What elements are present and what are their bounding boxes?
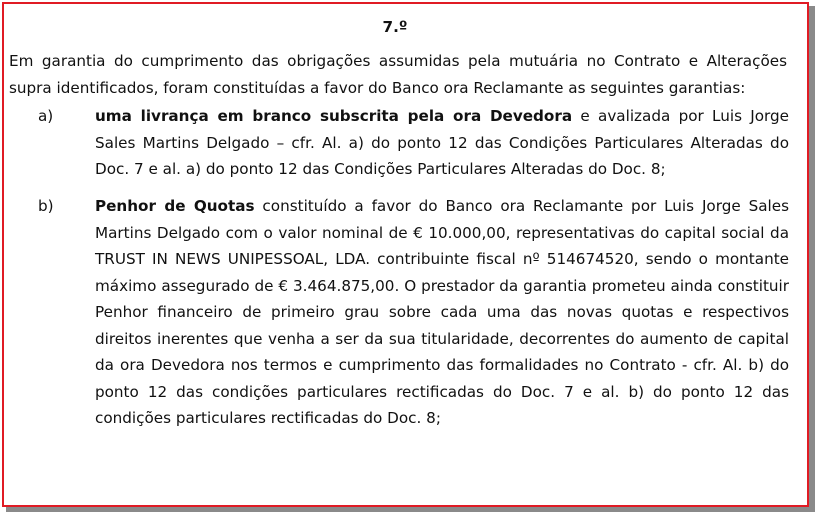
list-item-bold-text: uma livrança em branco subscrita pela ora Devedora xyxy=(95,107,573,125)
list-item-letter: a) xyxy=(38,107,54,125)
page-shadow-bottom xyxy=(6,507,815,512)
list-item-body-text: e avalizada por Luis Jorge Sales Martins Delgado – cfr. Al. a) do ponto 12 das Condições Particulares Alteradas do Doc. 7 e al. a) do ponto 12 das Condições Particulares Alteradas do Doc. 8; xyxy=(95,107,789,178)
page-shadow-right xyxy=(809,6,815,510)
list-item-text xyxy=(95,103,789,183)
list-item-letter: b) xyxy=(38,197,54,215)
list-item-text xyxy=(95,193,789,432)
article-heading: 7.º xyxy=(382,18,408,36)
list-item-bold-text: Penhor de Quotas xyxy=(95,197,255,215)
intro-paragraph: Em garantia do cumprimento das obrigações assumidas pela mutuária no Contrato e Alterações supra identificados, foram constituídas a favor do Banco ora Reclamante as seguintes garantias: xyxy=(9,52,787,97)
list-item-body-text: constituído a favor do Banco ora Reclamante por Luis Jorge Sales Martins Delgado com o valor nominal de € 10.000,00, representativas do capital social da TRUST IN NEWS UNIPESSOAL, LDA. contribuinte fiscal nº 514674520, sendo o montante máximo assegurado de € 3.464.875,00. O prestador da garantia prometeu ainda constituir Penhor financeiro de primeiro grau sobre cada uma das novas quotas e respectivos direitos inerentes que venha a ser da sua titularidade, decorrentes do aumento de capital da ora Devedora nos termos e cumprimento das formalidades no Contrato - cfr. Al. b) do ponto 12 das condições particulares rectificadas do Doc. 7 e al. b) do ponto 12 das condições particulares rectificadas do Doc. 8; xyxy=(95,197,789,427)
